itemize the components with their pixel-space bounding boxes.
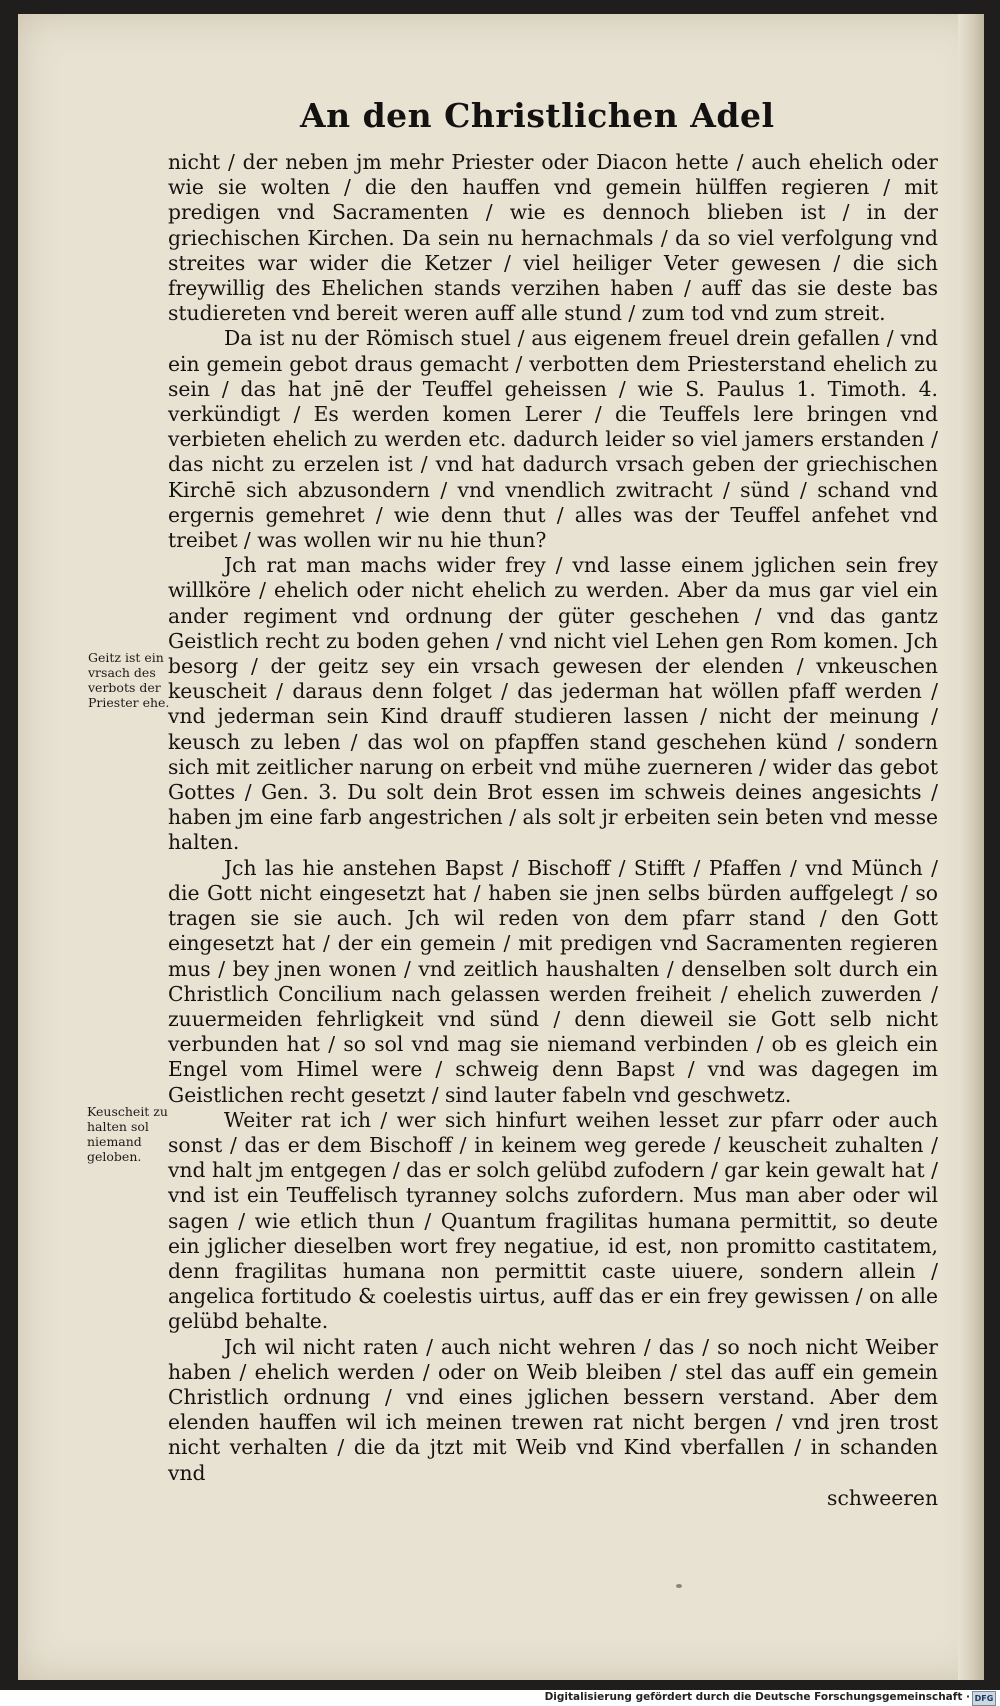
paragraph: nicht / der neben jm mehr Priester oder Diacon hette / auch ehelich oder wie sie wolten / die den hauffen vnd gemein hülffen regieren / mit predigen vnd Sacramenten / wie es dennoch blieben ist / in der griechischen Kirchen. Da sein nu hernachmals / da so viel verfolgung vnd streites war wider die Ketzer / viel heiliger Veter gewesen / die sich freywillig des Ehelichen stands verzihen haben / auff das sie deste bas studiereten vnd bereit weren auff alle stund / zum tod vnd zum streit. — [168, 150, 938, 326]
paragraph: Jch las hie anstehen Bapst / Bischoff / Stifft / Pfaffen / vnd Münch / die Gott nicht eingesetzt hat / haben sie jnen selbs bürden auffgelegt / so tragen sie sie auch. Jch wil reden von dem pfarr stand / den Gott eingesetzt hat / der ein gemein / mit predigen vnd Sacramenten regieren mus / bey jnen wonen / vnd zeitlich haushalten / denselben solt durch ein Christlich Concilium nach gelassen werden freiheit / ehelich zuwerden / zuuermeiden fehrligkeit vnd sünd / denn dieweil sie Gott selb nicht verbunden hat / so sol vnd mag sie niemand verbinden / ob es gleich ein Engel vom Himel were / schweig denn Bapst / vnd was dagegen im Geistlichen recht gesetzt / sind lauter fabeln vnd geschwetz. — [168, 855, 938, 1107]
paragraph: Jch rat man machs wider frey / vnd lasse einem jglichen sein frey willköre / ehelich oder nicht ehelich zu werden. Aber da mus gar viel ein ander regiment vnd ordnung der güter geschehen / vnd das gantz Geistlich recht zu boden gehen / vnd nicht viel Lehen gen Rom komen. Jch besorg / der geitz sey ein vrsach gewesen der elenden / vnkeuschen keuscheit / daraus denn folget / das jederman hat wöllen pfaff werden / vnd jederman sein Kind drauff studieren lassen / nicht der meinung / keusch zu leben / das wol on pfapffen stand geschehen künd / sondern sich mit zeitlicher narung on erbeit vnd mühe zuerneren / wider das gebot Gottes / Gen. 3. Du solt dein Brot essen im schweis deines angesichts / haben jm eine farb angestrichen / als solt jr erbeiten sein beten vnd messe halten. — [168, 553, 938, 855]
paragraph: Da ist nu der Römisch stuel / aus eigenem freuel drein gefallen / vnd ein gemein gebot draus gemacht / verbotten dem Priesterstand ehelich zu sein / das hat jnē der Teuffel geheissen / wie S. Paulus 1. Timoth. 4. verkündigt / Es werden komen Lerer / die Teuffels lere bringen vnd verbieten ehelich zu werden etc. dadurch leider so viel jamers erstanden / das nicht zu erzelen ist / vnd hat dadurch vrsach geben der griechischen Kirchē sich abzusondern / vnd vnendlich zwitracht / sünd / schand vnd ergernis gemehret / wie denn thut / alles was der Teuffel anfehet vnd treibet / was wollen wir nu hie thun? — [168, 326, 938, 553]
dfg-logo-icon: DFG — [972, 1691, 996, 1706]
marginal-note: Keuscheit zu halten sol niemand geloben. — [87, 1104, 168, 1164]
main-text-block — [168, 150, 938, 1511]
paper-speck — [676, 1584, 682, 1588]
page-gutter-shadow — [958, 14, 984, 1680]
funding-credit: Digitalisierung gefördert durch die Deutsche Forschungsgemeinschaft · — [544, 1691, 970, 1703]
paragraph: Weiter rat ich / wer sich hinfurt weihen lesset zur pfarr oder auch sonst / das er dem Bischoff / in keinem weg gerede / keuscheit zuhalten / vnd halt jm entgegen / das er solch gelübd zufodern / gar kein gewalt hat / vnd ist ein Teuffelisch tyranney solchs zufordern. Mus man aber oder wil sagen / wie etlich thun / Quantum fragilitas humana permittit, so deute ein jglicher dieselben wort frey negatiue, id est, non promitto castitatem, denn fragilitas humana non permittit caste uiuere, sondern allein / angelica fortitudo & coelestis uirtus, auff das er ein frey gewissen / on alle gelübd behalte. — [168, 1107, 938, 1334]
paragraph: Jch wil nicht raten / auch nicht wehren / das / so noch nicht Weiber haben / ehelich werden / oder on Weib bleiben / stel das auff ein gemein Christlich ordnung / vnd eines jglichen bessern verstand. Aber dem elenden hauffen wil ich meinen trewen rat nicht bergen / vnd jren trost nicht verhalten / die da jtzt mit Weib vnd Kind vberfallen / in schanden vnd — [168, 1334, 938, 1485]
marginal-note: Geitz ist ein vrsach des verbots der Priester ehe. — [88, 650, 170, 710]
footer-bar — [0, 1690, 1000, 1706]
running-head: An den Christlichen Adel — [300, 96, 775, 135]
catchword: schweeren — [827, 1485, 938, 1510]
